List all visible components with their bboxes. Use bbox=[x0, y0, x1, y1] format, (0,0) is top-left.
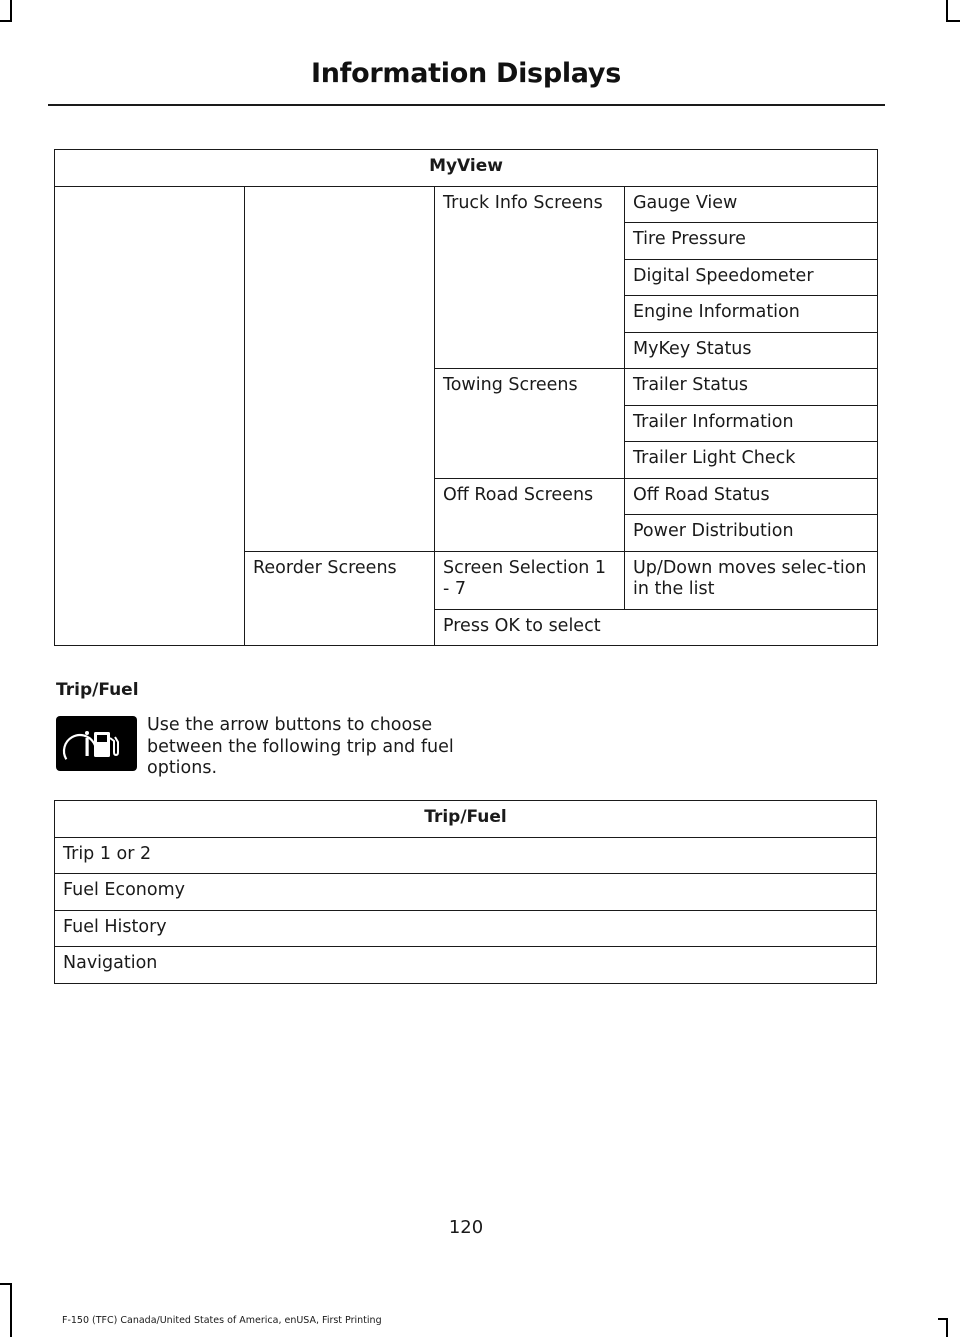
page-title: Information Displays bbox=[311, 58, 621, 89]
table-cell: Screen Selection 1 - 7 bbox=[435, 551, 625, 609]
crop-mark bbox=[10, 1283, 12, 1337]
empty-cell bbox=[55, 186, 245, 646]
page-number: 120 bbox=[448, 1217, 484, 1238]
table-cell: Up/Down moves selec-tion in the list bbox=[625, 551, 878, 609]
crop-mark bbox=[0, 20, 12, 22]
group-label: Off Road Screens bbox=[435, 478, 625, 551]
group-label: Truck Info Screens bbox=[435, 186, 625, 369]
table-title: Trip/Fuel bbox=[55, 801, 877, 838]
table-cell: Gauge View bbox=[625, 186, 878, 223]
intro-text: Use the arrow buttons to choose between the following trip and fuel options. bbox=[147, 715, 454, 778]
table-cell: Engine Information bbox=[625, 296, 878, 333]
crop-mark bbox=[946, 1318, 948, 1337]
empty-cell bbox=[245, 186, 435, 551]
header-rule bbox=[48, 104, 885, 106]
crop-mark bbox=[10, 0, 12, 22]
table-row: Fuel Economy bbox=[55, 874, 877, 911]
table-cell: Trailer Light Check bbox=[625, 442, 878, 479]
table-cell: MyKey Status bbox=[625, 332, 878, 369]
table-title: MyView bbox=[55, 150, 878, 187]
table-cell: Off Road Status bbox=[625, 478, 878, 515]
table-cell: Trailer Information bbox=[625, 405, 878, 442]
table-cell: Digital Speedometer bbox=[625, 259, 878, 296]
table-row: Trip 1 or 2 bbox=[55, 837, 877, 874]
table-cell: Power Distribution bbox=[625, 515, 878, 552]
table-cell: Trailer Status bbox=[625, 369, 878, 406]
group-label: Reorder Screens bbox=[245, 551, 435, 646]
crop-mark bbox=[946, 0, 948, 22]
table-cell: Press OK to select bbox=[435, 609, 878, 646]
group-label: Towing Screens bbox=[435, 369, 625, 479]
section-heading: Trip/Fuel bbox=[56, 680, 139, 700]
table-cell: Tire Pressure bbox=[625, 223, 878, 260]
crop-mark bbox=[0, 1283, 12, 1285]
crop-mark bbox=[946, 20, 960, 22]
crop-mark bbox=[938, 1318, 948, 1320]
table-row: Navigation bbox=[55, 947, 877, 984]
footer-text: F-150 (TFC) Canada/United States of America, enUSA, First Printing bbox=[62, 1315, 382, 1326]
table-row: Fuel History bbox=[55, 910, 877, 947]
trip-fuel-icon bbox=[56, 716, 137, 771]
trip-fuel-table bbox=[54, 800, 877, 984]
myview-table bbox=[54, 149, 878, 646]
